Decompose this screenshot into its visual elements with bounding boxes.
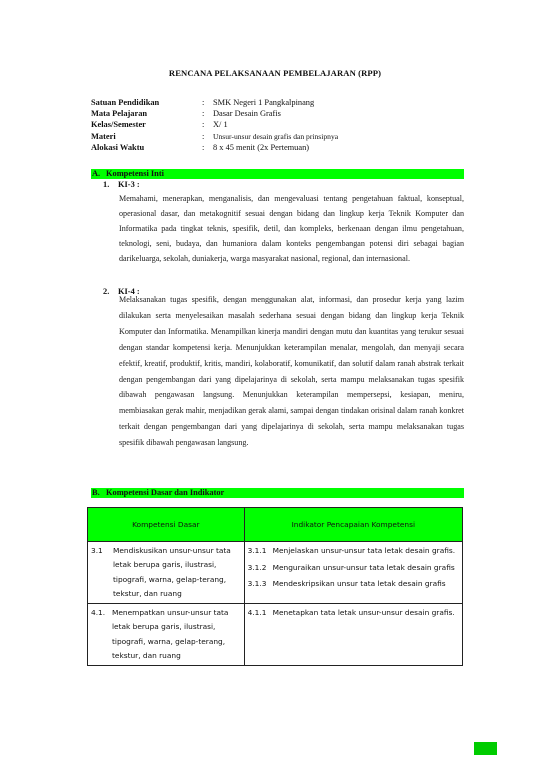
kd-text: Mendiskusikan unsur-unsur tata letak berupa garis, ilustrasi, tipografi, warna, gelap-terang, tekstur, dan ruang (113, 546, 231, 598)
meta-value: Dasar Desain Grafis (213, 109, 281, 119)
meta-value: 8 x 45 menit (2x Pertemuan) (213, 142, 310, 152)
document-title: RENCANA PELAKSANAAN PEMBELAJARAN (RPP) (168, 68, 382, 78)
ki-label: KI-4 : (118, 287, 140, 296)
meta-label: Mata Pelajaran (91, 109, 148, 119)
indicator-number: 3.1.2 (247, 562, 267, 572)
meta-separator: : (202, 142, 205, 152)
ki-paragraph: Memahami, menerapkan, menganalisis, dan mengevaluasi tentang pengetahuan faktual, konseptual, operasional dasar, dan metakognitif sesuai dengan bidang dan lingkup kerja Teknik Komputer dan Informatika pada tingkat teknis, spesifik, detil, dan kompleks, berkenaan dengan ilmu pengetahuan, teknologi, seni, budaya, dan humaniora dalam konteks pengembangan potensi diri sebagai bagian darikeluarga, sekolah, duniakerja, warga masyarakat nasional, regional, dan internasional. (119, 194, 464, 264)
meta-row-material (91, 131, 338, 142)
indicator-number: 4.1.1 (247, 608, 267, 618)
identity-block (91, 97, 338, 153)
meta-separator: : (202, 98, 205, 107)
indicator-item (248, 577, 459, 591)
meta-separator: : (202, 120, 205, 130)
meta-value: X/ 1 (213, 120, 228, 130)
ki-number: 2. (103, 287, 110, 296)
kd-number: 4.1. (91, 608, 106, 618)
kd-item (91, 606, 241, 663)
kd-text: Menempatkan unsur-unsur tata letak berupa garis, ilustrasi, tipografi, warna, gelap-terang, tekstur, dan ruang (112, 608, 229, 661)
ki-number: 1. (103, 180, 110, 189)
ki-heading (103, 180, 140, 189)
meta-label: Materi (91, 131, 116, 141)
indicator-text: Mendeskripsikan unsur tata letak desain grafis (272, 579, 446, 589)
meta-separator: : (202, 131, 205, 141)
indicator-text: Menetapkan tata letak unsur-unsur desain grafis. (272, 608, 455, 618)
meta-value: SMK Negeri 1 Pangkalpinang (213, 98, 315, 107)
meta-separator: : (202, 109, 205, 119)
competency-table (87, 507, 463, 666)
kd-number: 3.1 (91, 546, 103, 555)
section-letter: B. (92, 488, 100, 497)
indicator-item (248, 544, 459, 558)
page-corner-marker (474, 742, 497, 755)
indicator-text: Menjelaskan unsur-unsur tata letak desain grafis. (272, 546, 456, 555)
meta-row-school (91, 97, 338, 108)
indicator-text: Menguraikan unsur-unsur tata letak desain grafis (272, 562, 455, 572)
ki-label: KI-3 : (118, 180, 140, 189)
section-heading-kompetensi-inti (91, 169, 464, 179)
column-header-indikator: Indikator Pencapaian Kompetensi (244, 508, 462, 542)
meta-value: Unsur-unsur desain grafis dan prinsipnya (213, 131, 339, 141)
indicator-cell (244, 542, 462, 604)
kd-cell (88, 604, 245, 666)
table-row (88, 604, 463, 666)
meta-row-time (91, 142, 338, 153)
table-header-row (88, 508, 463, 542)
meta-row-subject (91, 108, 338, 119)
column-header-kompetensi-dasar: Kompetensi Dasar (88, 508, 245, 542)
indicator-item (248, 606, 459, 620)
indicator-cell (244, 604, 462, 666)
kd-cell (88, 542, 245, 604)
kd-item (91, 544, 241, 601)
meta-label: Satuan Pendidikan (91, 98, 160, 107)
meta-label: Kelas/Semester (91, 120, 146, 130)
table-row (88, 542, 463, 604)
meta-row-class (91, 119, 338, 130)
section-title: Kompetensi Dasar dan Indikator (106, 488, 225, 497)
indicator-number: 3.1.3 (247, 579, 267, 589)
indicator-number: 3.1.1 (247, 546, 267, 555)
meta-label: Alokasi Waktu (91, 142, 145, 152)
section-letter: A. (92, 169, 101, 178)
ki-paragraph: Melaksanakan tugas spesifik, dengan menggunakan alat, informasi, dan prosedur kerja yang lazim dilakukan serta menyelesaikan masalah sederhana sesuai dengan bidang dan lingkup kerja Teknik Komputer dan Informatika. Menampilkan kinerja mandiri dengan mutu dan kuantitas yang terukur sesuai dengan standar kompetensi kerja. Menunjukkan keterampilan menalar, mengolah, dan menyaji secara efektif, kreatif, produktif, kritis, mandiri, kolaboratif, komunikatif, dan solutif dalam ranah abstrak terkait dengan pengembangan dari yang dipelajarinya di sekolah, serta mampu melaksanakan tugas spesifik dibawah pengawasan langsung. Menunjukkan keterampilan mempersepsi, kesiapan, meniru, membiasakan gerak mahir, menjadikan gerak alami, sampai dengan tindakan orisinal dalam ranah konkret terkait dengan pengembangan dari yang dipelajarinya di sekolah, serta mampu melaksanakan tugas spesifik dibawah pengawasan langsung. (119, 295, 464, 448)
section-title: Kompetensi Inti (106, 169, 164, 178)
indicator-item (248, 561, 459, 575)
section-heading-kompetensi-dasar (91, 488, 464, 498)
